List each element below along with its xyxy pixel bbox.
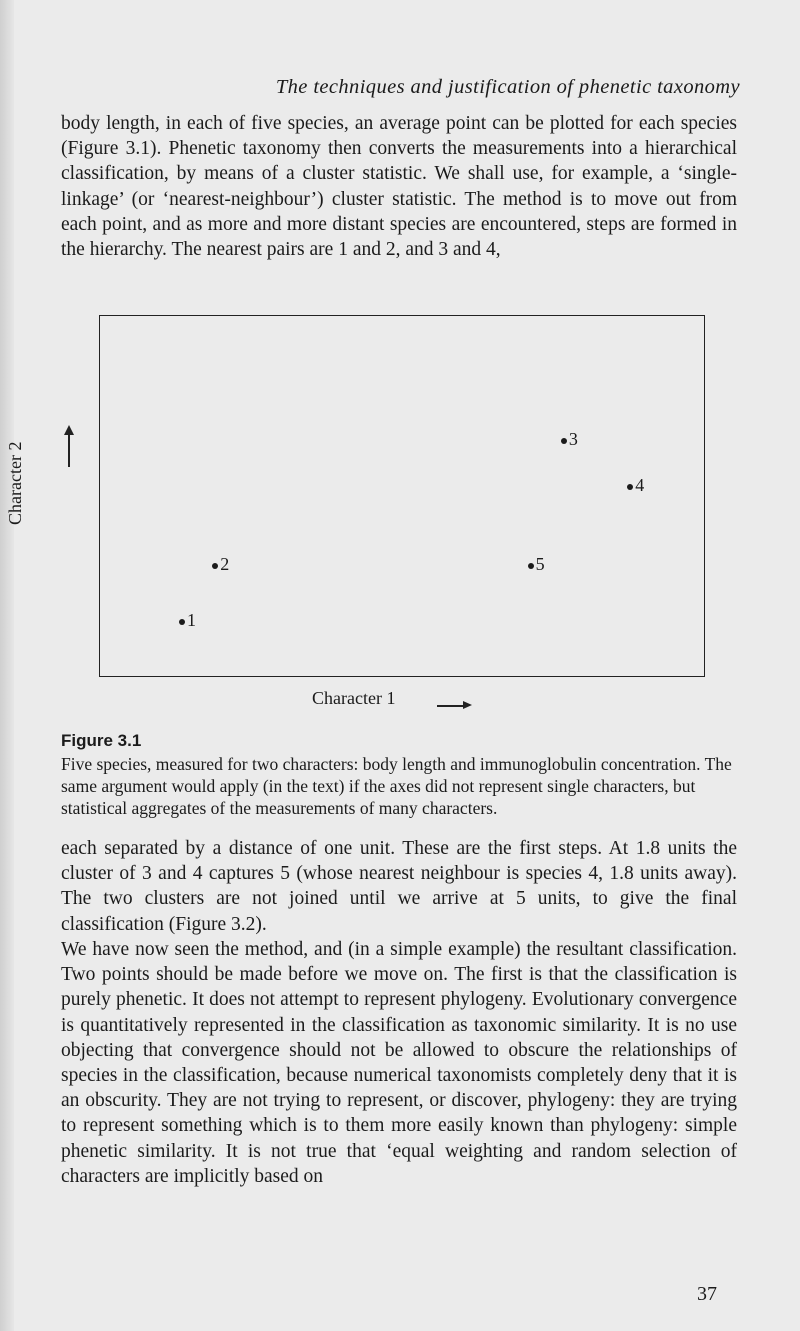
figure-caption: Five species, measured for two characters: body length and immunoglobulin concentration. The same argument would apply (in the text) if the axes did not represent single characters, but statistical aggregates of the measurements of many characters. (61, 754, 732, 818)
point-label: 1 (187, 610, 196, 631)
figure-3-1 (55, 312, 715, 717)
species-point-5 (528, 554, 545, 575)
scatter-plot-frame (99, 315, 705, 677)
body-paragraph-2: each separated by a distance of one unit. These are the first steps. At 1.8 units the cluster of 3 and 4 captures 5 (whose nearest neighbour is species 4, 1.8 units away). The two clusters are not joined until we arrive at 5 units, to give the final classification (Figure 3.2). (61, 838, 737, 935)
species-point-3 (561, 429, 578, 450)
species-point-2 (212, 554, 229, 575)
page-edge-shadow (0, 0, 14, 1331)
point-label: 2 (220, 553, 230, 574)
body-paragraph-3: We have now seen the method, and (in a simple example) the resultant classification. Two points should be made before we move on. The first is that the classification is purely phenetic. It does not attempt to represent phylogeny. Evolutionary convergence is quantitatively represented in the classification as taxonomic similarity. It is no use objecting that convergence should not be allowed to obscure the relationships of species in the classification, because numerical taxonomists completely deny that it is an obscurity. They are not trying to represent, or discover, phylogeny: they are trying to represent something which is to them more easily known than phylogeny: simple phenetic similarity. It is not true that ‘equal weighting and random selection of characters are implicitly based on (61, 939, 737, 1187)
figure-title: Figure 3.1 (61, 731, 142, 750)
point-marker (179, 619, 185, 625)
point-marker (212, 563, 218, 569)
page-number: 37 (697, 1283, 717, 1305)
body-paragraph-1: body length, in each of five species, an average point can be plotted for each species (Figure 3.1). Phenetic taxonomy then converts the measurements into a hierarchical classification, by means of a cluster statistic. We shall use, for example, a ‘single-linkage’ (or ‘nearest-neighbour’) cluster statistic. The method is to move out from each point, and as more and more distant species are encountered, steps are formed in the hierarchy. The nearest pairs are 1 and 2, and 3 and 4, (61, 113, 737, 261)
x-axis-label: Character 1 (312, 688, 396, 708)
species-point-1 (179, 610, 196, 631)
species-point-4 (627, 475, 644, 496)
point-label: 5 (535, 553, 545, 574)
y-axis-arrow-line (68, 432, 70, 467)
x-axis-arrow-head (463, 701, 472, 709)
point-marker (561, 438, 567, 444)
running-head: The techniques and justification of phenetic taxonomy (275, 76, 740, 98)
point-marker (528, 563, 534, 569)
point-label: 3 (568, 429, 578, 450)
point-label: 4 (635, 474, 645, 495)
point-marker (627, 484, 633, 490)
x-axis-arrow-line (437, 705, 465, 707)
y-axis-label: Character 2 (5, 441, 25, 525)
